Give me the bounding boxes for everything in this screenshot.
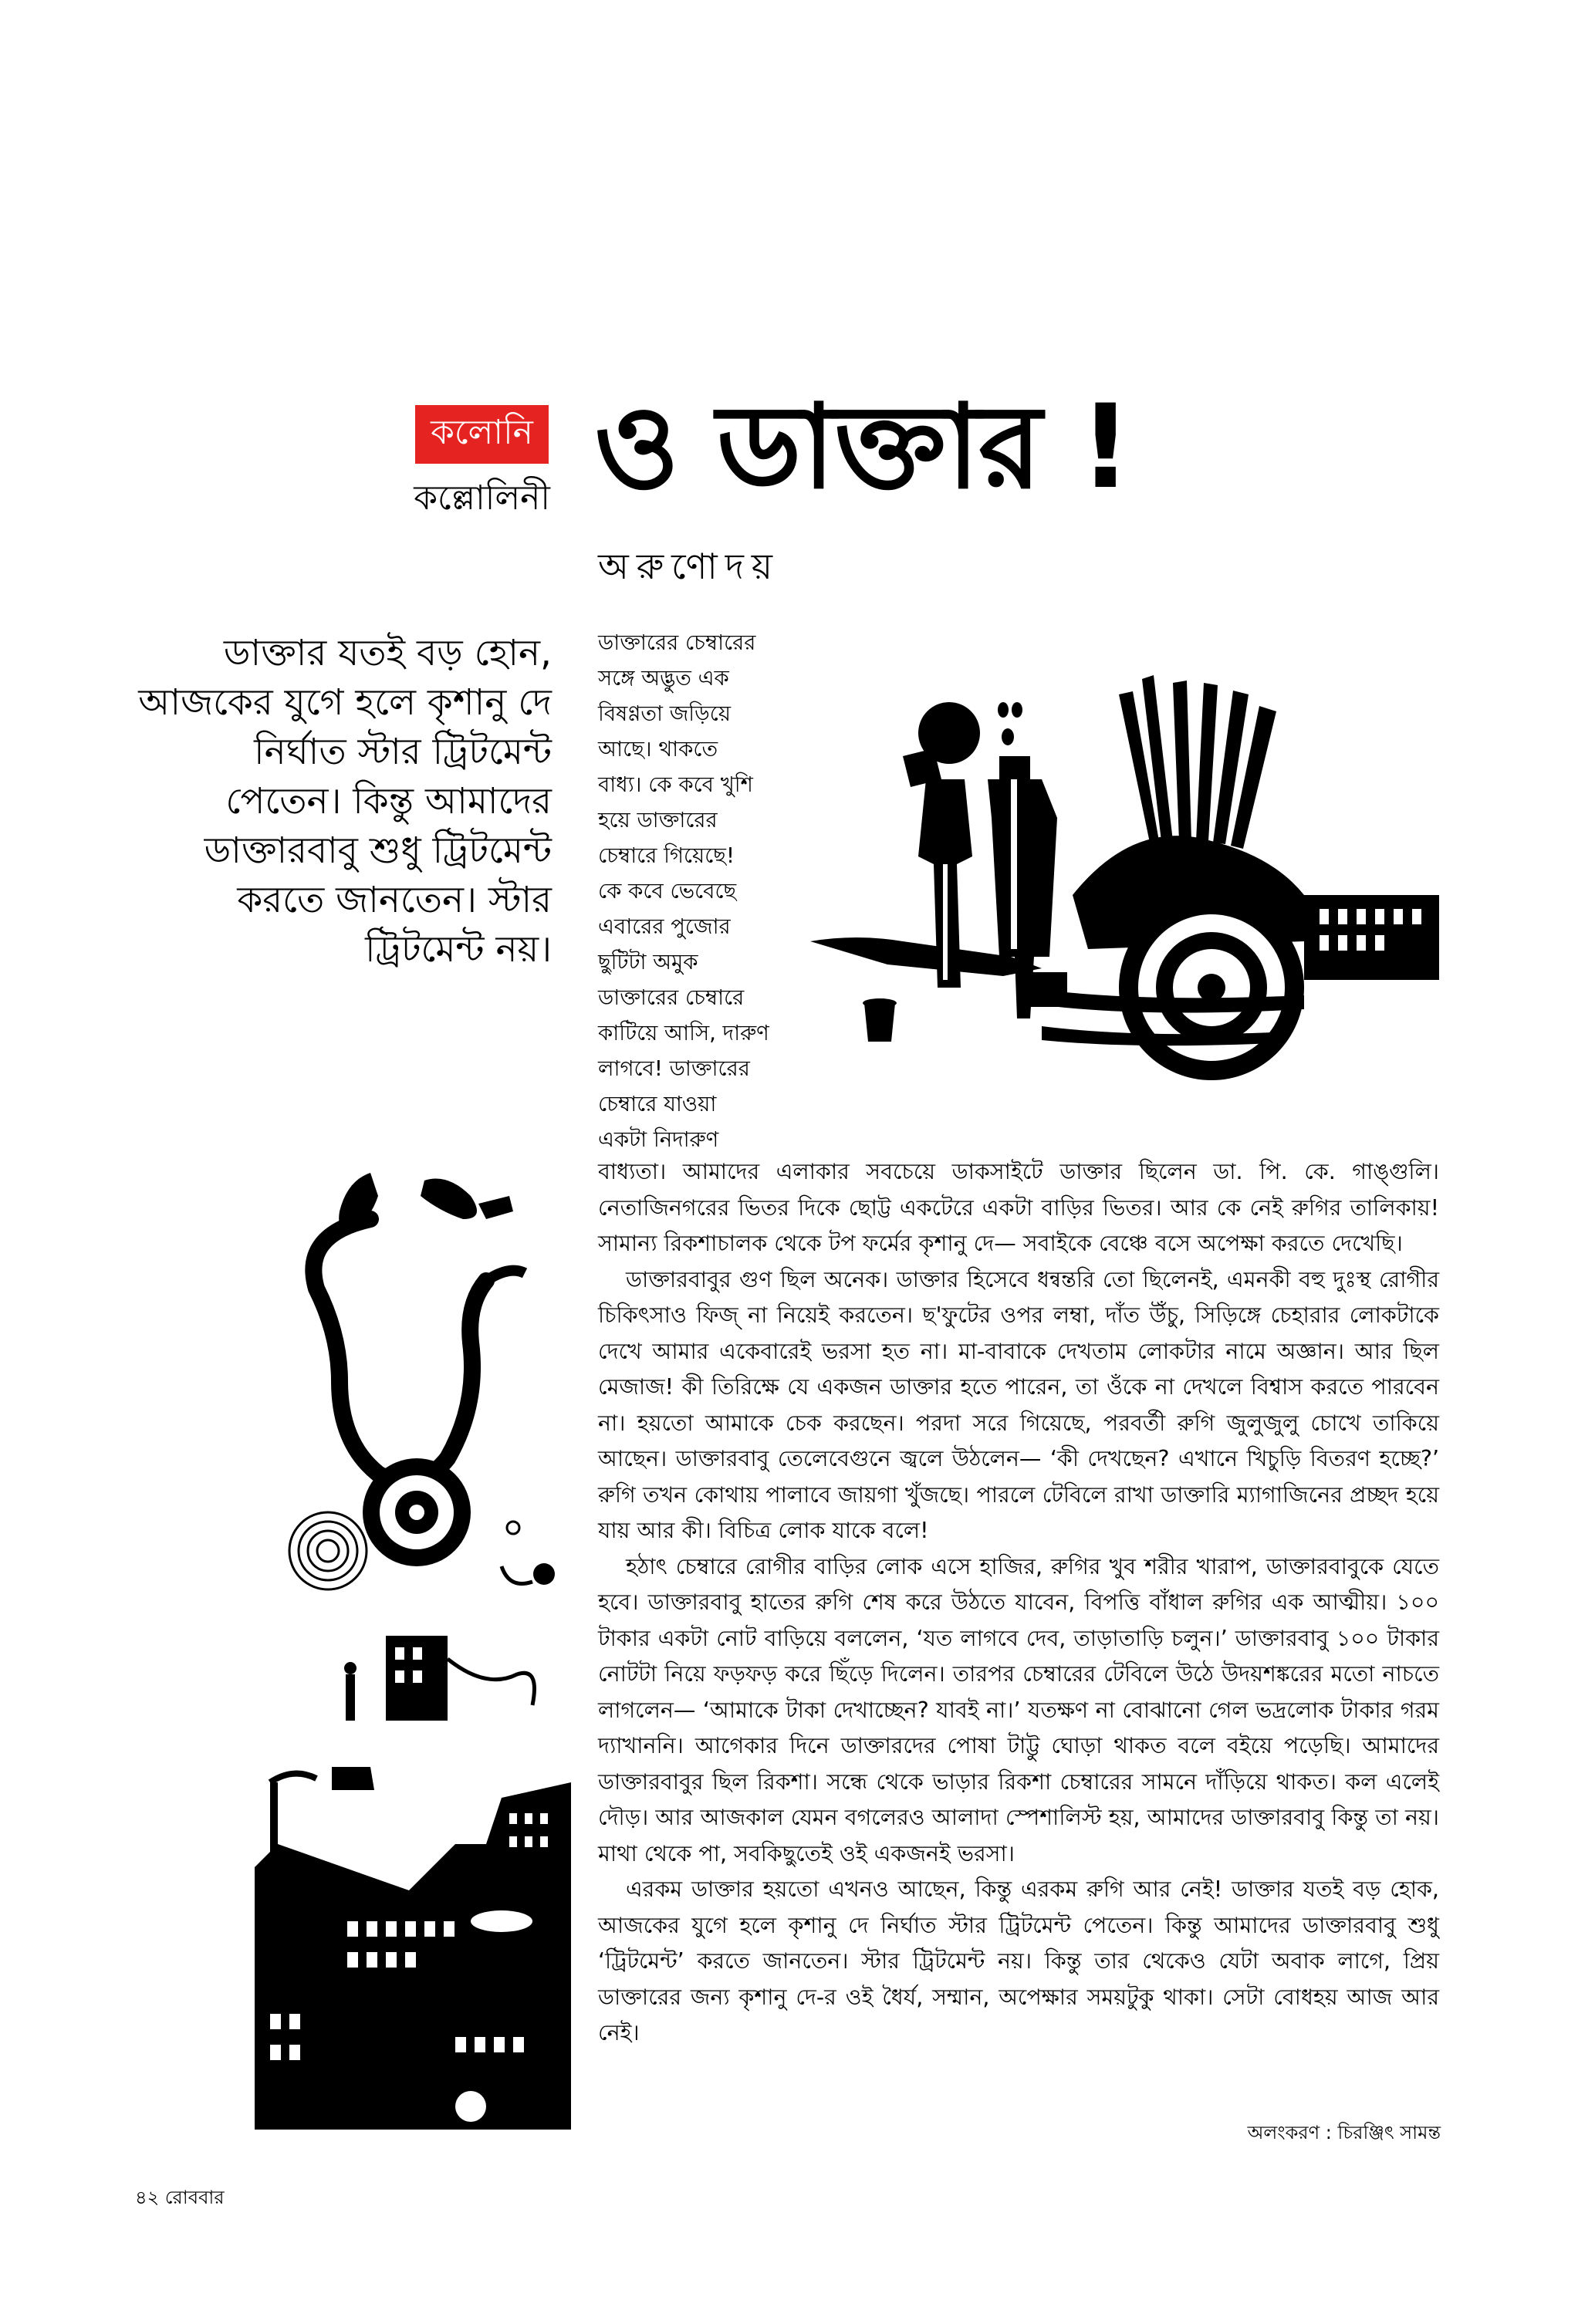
series-name: কল্লোলিনী	[414, 478, 550, 518]
illustration-credit: অলংকরণ : চিরঞ্জিৎ সামন্ত	[1247, 2122, 1441, 2143]
intro-line: কাটিয়ে আসি, দারুণ	[598, 1021, 769, 1045]
author-name: অরুণোদয়	[598, 546, 781, 587]
illustration-stethoscope-city	[255, 1150, 571, 2130]
intro-line: ডাক্তারের চেম্বারে	[598, 985, 745, 1010]
intro-line: এবারের পুজোর	[598, 914, 731, 939]
intro-line: কে কবে ভেবেছে	[598, 879, 737, 904]
page-folio: ৪২ রোববার	[135, 2187, 225, 2208]
intro-line: ছুটিটা অমুক	[598, 950, 698, 975]
article-paragraph: হঠাৎ চেম্বারে রোগীর বাড়ির লোক এসে হাজির, রুগির খুব শরীর খারাপ, ডাক্তারবাবুকে যেতে হবে। ডাক্তারবাবু হাতের রুগি শেষ করে উঠতে যাবেন, বিপত্তি বাঁধাল রুগির এক আত্মীয়। ১০০ টাকার একটা নোট বাড়িয়ে বললেন, ‘যত লাগবে দেব, তাড়াতাড়ি চলুন।’ ডাক্তারবাবু ১০০ টাকার নোটটা নিয়ে ফড়ফড় করে ছিঁড়ে দিলেন। তারপর চেম্বারের টেবিলে উঠে উদয়শঙ্করের মতো নাচতে লাগলেন— ‘আমাকে টাকা দেখাচ্ছেন? যাবই না।’ যতক্ষণ না বোঝানো গেল ভদ্রলোক টাকার গরম দ্যাখাননি। আগেকার দিনে ডাক্তারদের পোষা টাট্টু ঘোড়া থাকত বলে বইয়ে পড়েছি। আমাদের ডাক্তারবাবুর ছিল রিকশা। সন্ধে থেকে ভাড়ার রিকশা চেম্বারের সামনে দাঁড়িয়ে থাকত। কল এলেই দৌড়। আর আজকাল যেমন বগলেরও আলাদা স্পেশালিস্ট হয়, আমাদের ডাক্তারবাবু কিন্তু তা নয়। মাথা থেকে পা, সবকিছুতেই ওই একজনই ভরসা।	[598, 1553, 1439, 1866]
intro-line: বাধ্য। কে কবে খুশি	[598, 772, 753, 797]
intro-line: একটা নিদারুণ	[598, 1127, 719, 1152]
intro-line: চেম্বারে যাওয়া	[598, 1092, 717, 1116]
section-badge: কলোনি	[415, 405, 549, 464]
illustration-doctor-rickshaw	[810, 664, 1439, 1096]
article-intro-column	[598, 625, 806, 1157]
pull-quote: ডাক্তার যতই বড় হোন, আজকের যুগে হলে কৃশানু দে নির্ঘাত স্টার ট্রিটমেন্ট পেতেন। কিন্তু আমাদের ডাক্তারবাবু শুধু ট্রিটমেন্ট করতে জানতেন। স্টার ট্রিটমেন্ট নয়।	[138, 632, 552, 971]
article-paragraph: এরকম ডাক্তার হয়তো এখনও আছেন, কিন্তু এরকম রুগি আর নেই! ডাক্তার যতই বড় হোক, আজকের যুগে হলে কৃশানু দে নির্ঘাত স্টার ট্রিটমেন্ট পেতেন। কিন্তু আমাদের ডাক্তারবাবু শুধু ‘ট্রিটমেন্ট’ করতে জানতেন। স্টার ট্রিটমেন্ট নয়। কিন্তু তার থেকেও যেটা অবাক লাগে, প্রিয় ডাক্তারের জন্য কৃশানু দে-র ওই ধৈর্য, সম্মান, অপেক্ষার সময়টুকু থাকা। সেটা বোধহয় আজ আর নেই।	[598, 1876, 1439, 2045]
article-paragraph: ডাক্তারবাবুর গুণ ছিল অনেক। ডাক্তার হিসেবে ধন্বন্তরি তো ছিলেনই, এমনকী বহু দুঃস্থ রোগীর চিকিৎসাও ফিজ্ না নিয়েই করতেন। ছ'ফুটের ওপর লম্বা, দাঁত উঁচু, সিড়িঙ্গে চেহারার লোকটাকে দেখে আমার একেবারেই ভরসা হত না। মা-বাবাকে দেখতাম লোকটার নামে অজ্ঞান। আর ছিল মেজাজ! কী তিরিক্ষে যে একজন ডাক্তার হতে পারেন, তা ওঁকে না দেখলে বিশ্বাস করতে পারবেন না। হয়তো আমাকে চেক করছেন। পরদা সরে গিয়েছে, পরবর্তী রুগি জুলুজুলু চোখে তাকিয়ে আছেন। ডাক্তারবাবু তেলেবেগুনে জ্বলে উঠলেন— ‘কী দেখছেন? এখানে খিচুড়ি বিতরণ হচ্ছে?’ রুগি তখন কোথায় পালাবে জায়গা খুঁজছে। পারলে টেবিলে রাখা ডাক্তারি ম্যাগাজিনের প্রচ্ছদ হয়ে যায় আর কী। বিচিত্র লোক যাকে বলে!	[598, 1266, 1439, 1543]
intro-line: হয়ে ডাক্তারের	[598, 808, 718, 833]
intro-line: চেম্বারে গিয়েছে!	[598, 843, 735, 868]
intro-line: আছে। থাকতে	[598, 737, 718, 762]
intro-line: সঙ্গে অদ্ভুত এক	[598, 666, 729, 691]
article-paragraph: বাধ্যতা। আমাদের এলাকার সবচেয়ে ডাকসাইটে ডাক্তার ছিলেন ডা. পি. কে. গাঙ্গুলি। নেতাজিনগরের ভিতর দিকে ছোট্ট একটেরে একটা বাড়ির ভিতর। আর কে নেই রুগির তালিকায়! সামান্য রিকশাচালক থেকে টপ ফর্মের কৃশানু দে— সবাইকে বেঞ্চে বসে অপেক্ষা করতে দেখেছি।	[598, 1159, 1439, 1256]
article-body	[598, 1154, 1439, 2052]
intro-line: বিষণ্ণতা জড়িয়ে	[598, 701, 732, 726]
article-title: ও ডাক্তার !	[594, 380, 1130, 515]
intro-line: ডাক্তারের চেম্বারের	[598, 630, 756, 655]
intro-line: লাগবে! ডাক্তারের	[598, 1056, 750, 1081]
